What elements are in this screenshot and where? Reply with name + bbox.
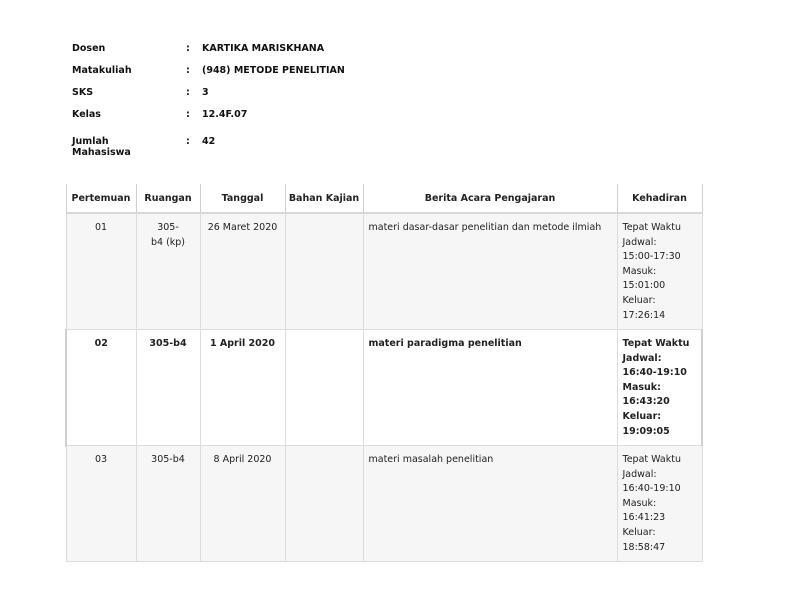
ruangan-line: 305-b4: [149, 338, 187, 349]
separator: :: [186, 87, 190, 98]
kehadiran-jadwal-label: Jadwal:: [622, 468, 657, 480]
header-ruangan: Ruangan: [136, 184, 200, 213]
cell-ruangan: [136, 330, 200, 446]
header-berita-acara: Berita Acara Pengajaran: [363, 184, 617, 213]
kelas-label: Kelas: [72, 109, 101, 120]
kehadiran-keluar-label: Keluar:: [622, 294, 656, 306]
separator: :: [186, 136, 190, 147]
table-row: [66, 446, 702, 562]
cell-bahan-kajian: [285, 330, 363, 446]
header-bahan-kajian: Bahan Kajian: [285, 184, 363, 213]
kehadiran-keluar-label: Keluar:: [622, 410, 662, 422]
header-pertemuan: Pertemuan: [66, 184, 136, 213]
kehadiran-jadwal: 15:00-17:30: [622, 251, 681, 263]
matakuliah-value: (948) METODE PENELITIAN: [202, 65, 345, 76]
cell-kehadiran: [617, 446, 702, 562]
table-row: [66, 330, 702, 446]
kehadiran-masuk-label: Masuk:: [622, 381, 661, 393]
cell-ruangan: [136, 446, 200, 562]
cell-pertemuan: 01: [66, 213, 136, 330]
dosen-value: KARTIKA MARISKHANA: [202, 43, 325, 54]
cell-ruangan: [136, 213, 200, 330]
kehadiran-status: Tepat Waktu: [622, 454, 681, 465]
table-row: [66, 213, 702, 330]
separator: :: [186, 65, 190, 76]
kelas-value: 12.4F.07: [202, 109, 248, 120]
cell-tanggal: 1 April 2020: [200, 330, 285, 446]
sks-label: SKS: [72, 87, 94, 98]
kehadiran-status: Tepat Waktu: [622, 338, 690, 349]
header-tanggal: Tanggal: [200, 184, 285, 213]
kehadiran-jadwal-label: Jadwal:: [622, 352, 662, 364]
kehadiran-keluar: 18:58:47: [622, 541, 666, 553]
kehadiran-jadwal-label: Jadwal:: [622, 236, 657, 248]
cell-berita-acara: materi masalah penelitian: [363, 446, 617, 562]
separator: :: [186, 43, 190, 54]
kehadiran-masuk-label: Masuk:: [622, 497, 657, 509]
cell-bahan-kajian: [285, 213, 363, 330]
kehadiran-masuk: 16:41:23: [622, 512, 666, 524]
jumlah-label: Jumlah Mahasiswa: [72, 136, 131, 158]
cell-pertemuan: 03: [66, 446, 136, 562]
attendance-table: [65, 184, 703, 562]
cell-tanggal: 8 April 2020: [200, 446, 285, 562]
sks-value: 3: [202, 87, 209, 98]
kehadiran-jadwal: 16:40-19:10: [622, 483, 681, 495]
kehadiran-masuk-label: Masuk:: [622, 265, 657, 277]
cell-kehadiran: [617, 213, 702, 330]
separator: :: [186, 109, 190, 120]
dosen-label: Dosen: [72, 43, 106, 54]
kehadiran-keluar: 17:26:14: [622, 309, 666, 321]
kehadiran-keluar-label: Keluar:: [622, 526, 656, 538]
kehadiran-masuk: 16:43:20: [622, 396, 670, 408]
kehadiran-keluar: 19:09:05: [622, 425, 670, 437]
cell-bahan-kajian: [285, 446, 363, 562]
matakuliah-label: Matakuliah: [72, 65, 132, 76]
kehadiran-masuk: 15:01:00: [622, 280, 666, 292]
cell-pertemuan: 02: [66, 330, 136, 446]
header-kehadiran: Kehadiran: [617, 184, 702, 213]
cell-tanggal: 26 Maret 2020: [200, 213, 285, 330]
ruangan-line: 305-b4: [151, 454, 185, 465]
kehadiran-jadwal: 16:40-19:10: [622, 367, 687, 379]
kehadiran-status: Tepat Waktu: [622, 222, 681, 233]
ruangan-line: 305-: [157, 222, 179, 233]
jumlah-value: 42: [202, 136, 216, 147]
cell-berita-acara: materi paradigma penelitian: [363, 330, 617, 446]
cell-kehadiran: [617, 330, 702, 446]
ruangan-line: b4 (kp): [150, 236, 186, 248]
table-header-row: [66, 184, 702, 213]
cell-berita-acara: materi dasar-dasar penelitian dan metode ilmiah: [363, 213, 617, 330]
